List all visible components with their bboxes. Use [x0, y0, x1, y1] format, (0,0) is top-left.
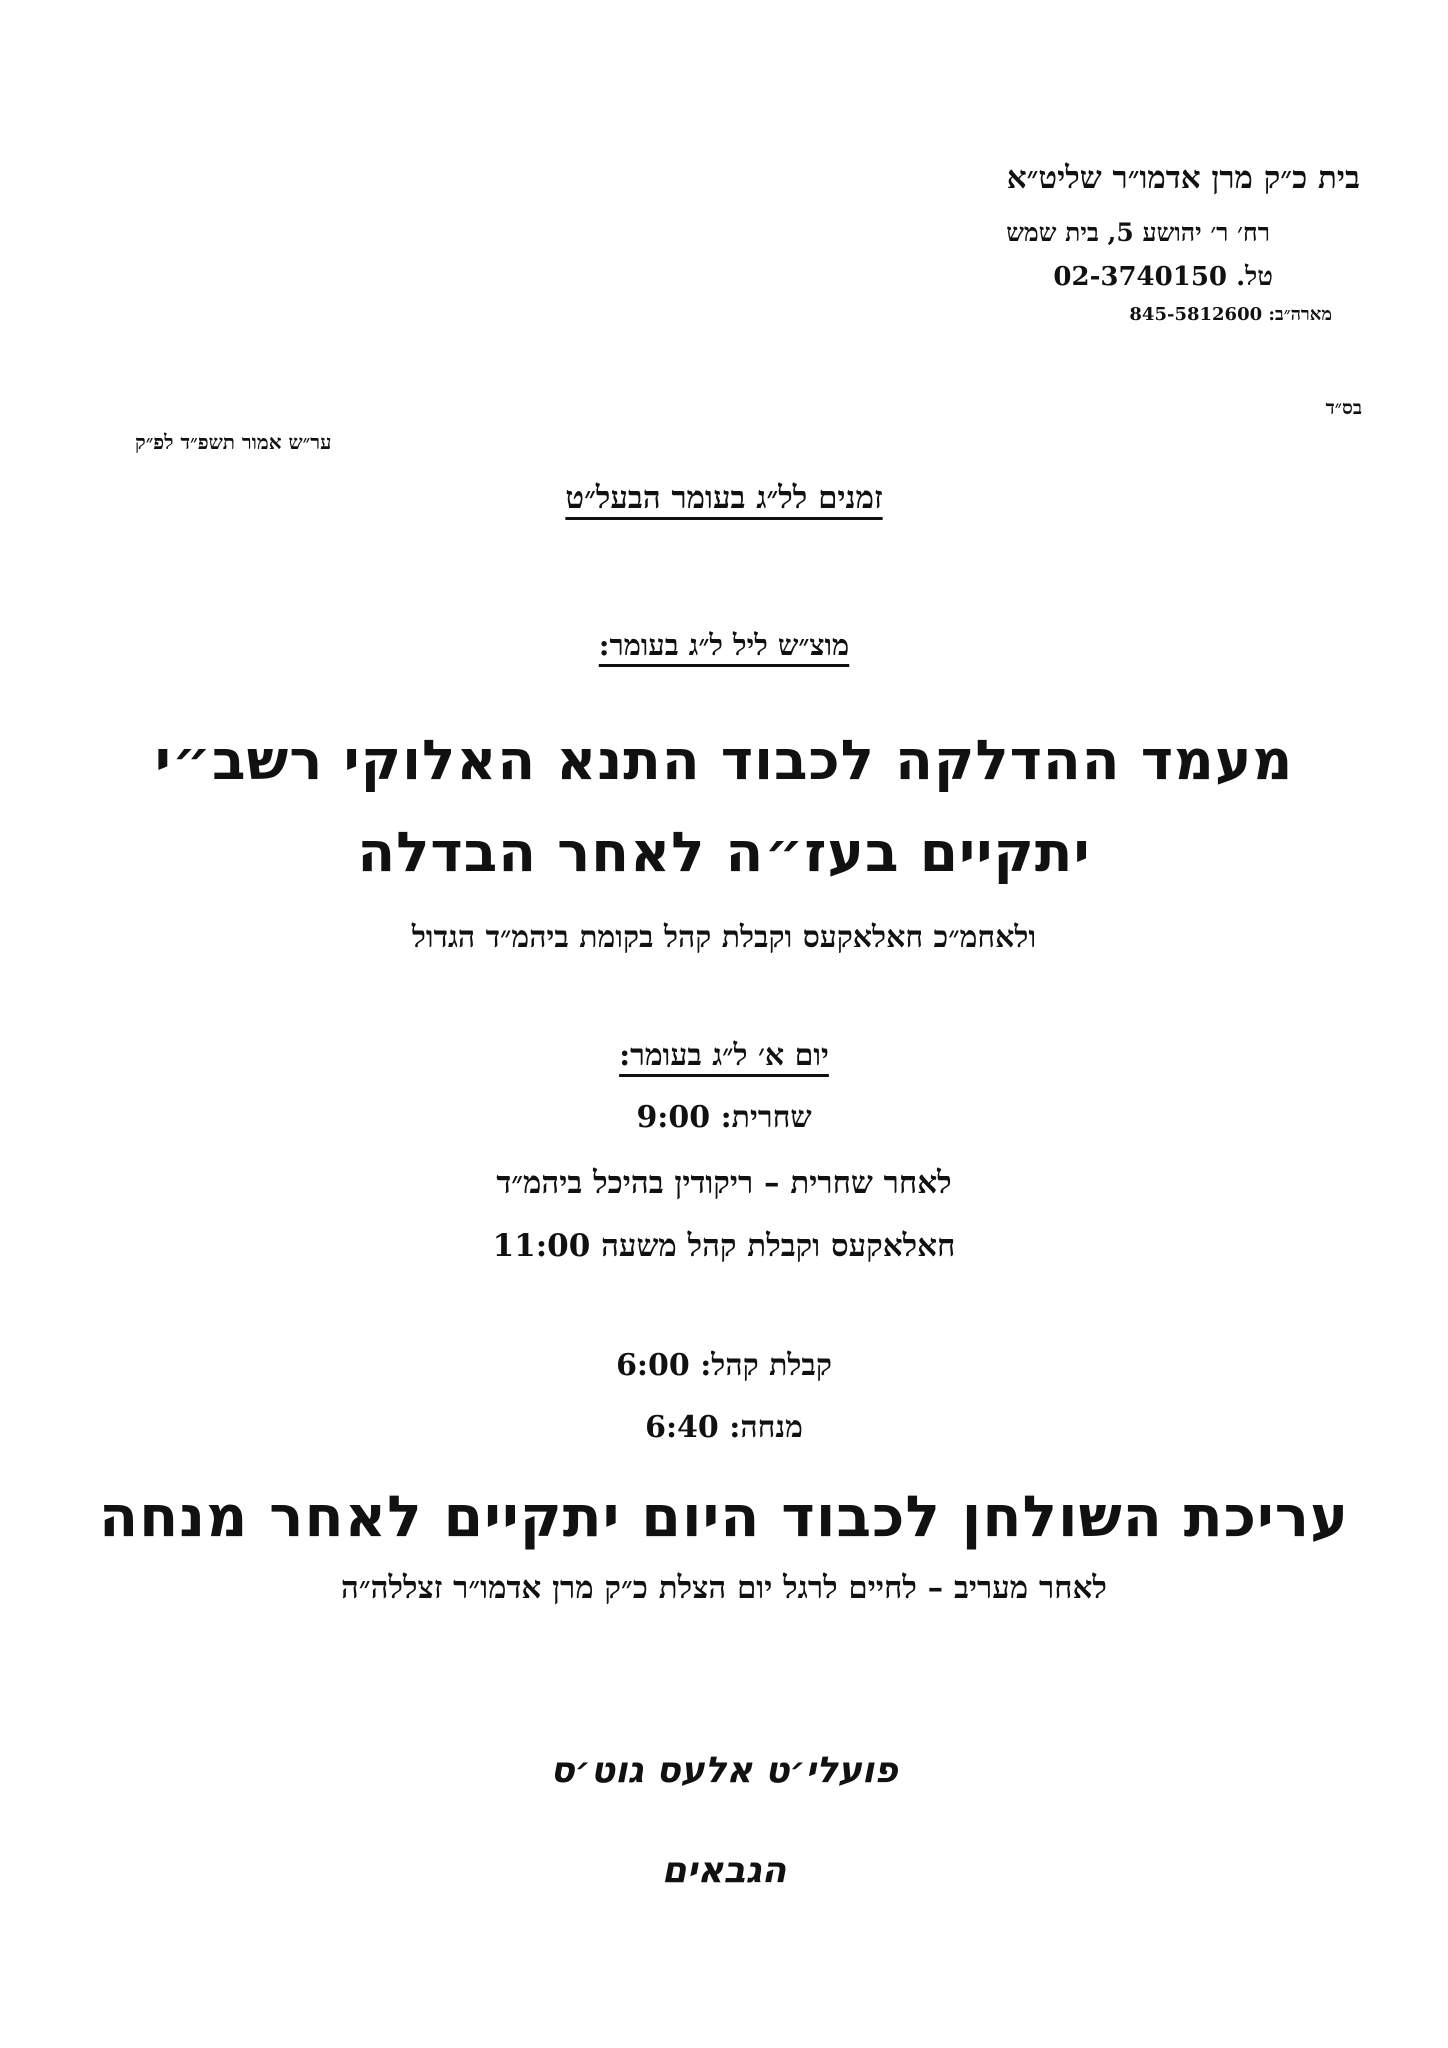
bsd-mark: בס״ד — [1325, 397, 1362, 419]
lighting-ceremony-line: מעמד ההדלקה לכבוד התנא האלוקי רשב״י — [154, 728, 1294, 792]
header-us-phone — [1129, 304, 1332, 325]
mincha-line — [0, 1410, 1448, 1445]
shacharit-label: שחרית: — [720, 1100, 812, 1135]
signature-gabbaim: הגבאים — [661, 1850, 787, 1891]
halakes-night-line: ולאחמ״כ חאלאקעס וקבלת קהל בקומת ביהמ״ד הגדול — [411, 920, 1037, 955]
header-org-name: בית כ״ק מרן אדמו״ר שליט״א — [1006, 160, 1360, 196]
halakes-day-line: חאלאקעס וקבלת קהל משעה 11:00 — [492, 1228, 956, 1264]
kabbalat-kahal-line — [0, 1348, 1448, 1383]
signature-greeting: פועלי׳ט אלעס גוט׳ס — [550, 1750, 898, 1791]
shacharit-line — [0, 1100, 1448, 1135]
page-title: זמנים לל״ג בעומר הבעל״ט — [565, 480, 883, 516]
header-phone-label: טל. — [1236, 262, 1273, 292]
mincha-label: מנחה: — [729, 1410, 803, 1445]
header-phone-number: 02-3740150 — [1053, 262, 1228, 292]
after-maariv-line: לאחר מעריב – לחיים לרגל יום הצלת כ״ק מרן אדמו״ר זצללה״ה — [341, 1570, 1107, 1606]
header-address: רח׳ ר׳ יהושע 5, בית שמש — [1006, 218, 1270, 247]
after-shacharit-line: לאחר שחרית – ריקודין בהיכל ביהמ״ד — [496, 1165, 952, 1201]
kabbalat-kahal-time: 6:00 — [616, 1348, 690, 1383]
after-havdala-line: יתקיים בעז״ה לאחר הבדלה — [357, 820, 1091, 884]
date-line: ער״ש אמור תשפ״ד לפ״ק — [135, 430, 332, 454]
header-us-phone-number: 845-5812600 — [1129, 304, 1263, 325]
mincha-time: 6:40 — [645, 1410, 719, 1445]
day-heading: יום א׳ ל״ג בעומר: — [619, 1038, 829, 1073]
shacharit-time: 9:00 — [636, 1100, 711, 1135]
motzash-heading: מוצ״ש ליל ל״ג בעומר: — [598, 628, 850, 662]
header-phone — [1053, 262, 1273, 292]
header-us-phone-label: מארה״ב: — [1268, 304, 1332, 325]
tish-line: עריכת השולחן לכבוד היום יתקיים לאחר מנחה — [98, 1484, 1350, 1550]
kabbalat-kahal-label: קבלת קהל: — [700, 1348, 832, 1383]
